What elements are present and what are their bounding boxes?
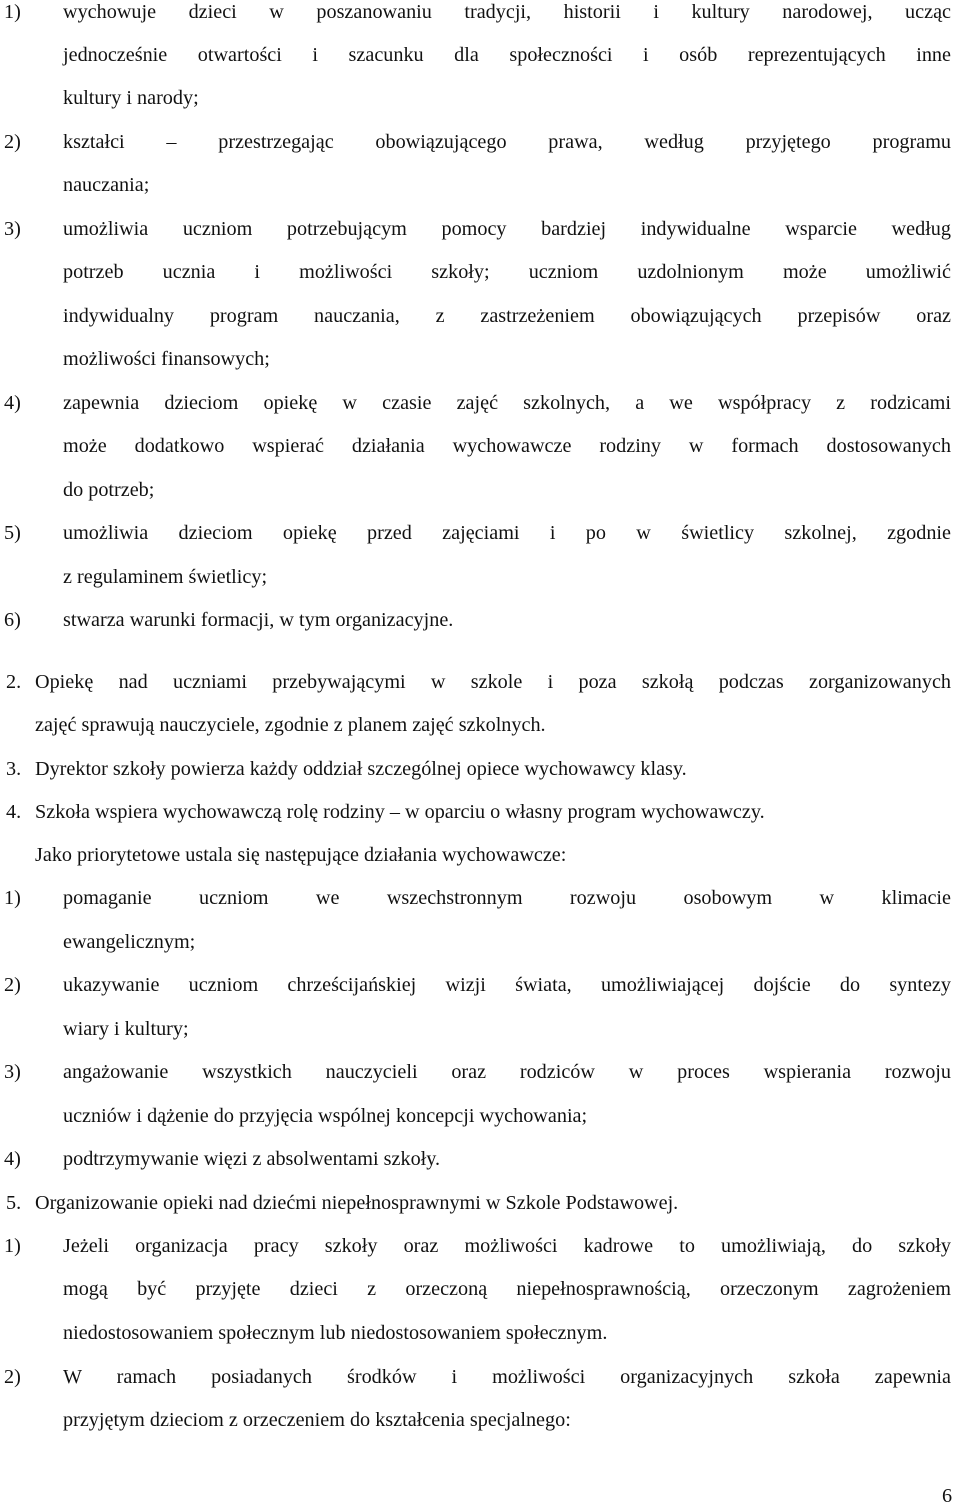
section-number: 2.	[6, 671, 22, 693]
list-item-line: umożliwia dzieciom opiekę przed zajęciami i po w świetlicy szkolnej, zgodnie	[63, 522, 951, 544]
section-number: 3.	[6, 758, 22, 780]
list-item-line: ukazywanie uczniom chrześcijańskiej wizji świata, umożliwiającej dojście do syntezy	[63, 974, 951, 996]
list-item-line: stwarza warunki formacji, w tym organizacyjne.	[63, 609, 454, 631]
list-item-number: 2)	[4, 1366, 21, 1388]
list-item-number: 5)	[4, 522, 21, 544]
list-item-line: Jeżeli organizacja pracy szkoły oraz możliwości kadrowe to umożliwiają, do szkoły	[63, 1235, 951, 1257]
section-number: 4.	[6, 801, 22, 823]
list-item-number: 3)	[4, 1061, 21, 1083]
list-item-number: 2)	[4, 974, 21, 996]
section-line: zajęć sprawują nauczyciele, zgodnie z planem zajęć szkolnych.	[35, 714, 546, 736]
list-item-number: 1)	[4, 1, 21, 23]
list-item-line: umożliwia uczniom potrzebującym pomocy bardziej indywidualne wsparcie według	[63, 218, 951, 240]
list-item-line: angażowanie wszystkich nauczycieli oraz rodziców w proces wspierania rozwoju	[63, 1061, 951, 1083]
section-line: Opiekę nad uczniami przebywającymi w szkole i poza szkołą podczas zorganizowanych	[35, 671, 951, 693]
list-item-number: 3)	[4, 218, 21, 240]
list-item-number: 2)	[4, 131, 21, 153]
list-item-number: 1)	[4, 1235, 21, 1257]
list-item-line: nauczania;	[63, 174, 150, 196]
list-item-number: 1)	[4, 887, 21, 909]
list-item-number: 4)	[4, 392, 21, 414]
section-line: Dyrektor szkoły powierza każdy oddział szczególnej opiece wychowawcy klasy.	[35, 758, 687, 780]
list-item-line: jednocześnie otwartości i szacunku dla społeczności i osób reprezentujących inne	[63, 44, 951, 66]
list-item-line: pomaganie uczniom we wszechstronnym rozwoju osobowym w klimacie	[63, 887, 951, 909]
section-line: Organizowanie opieki nad dziećmi niepełnosprawnymi w Szkole Podstawowej.	[35, 1192, 679, 1214]
page-number: 6	[942, 1485, 953, 1507]
list-item-line: do potrzeb;	[63, 479, 155, 501]
list-item-line: ewangelicznym;	[63, 931, 196, 953]
list-item-line: może dodatkowo wspierać działania wychowawcze rodziny w formach dostosowanych	[63, 435, 951, 457]
section-line: Jako priorytetowe ustala się następujące działania wychowawcze:	[35, 844, 567, 866]
list-item-line: mogą być przyjęte dzieci z orzeczoną niepełnosprawnością, orzeczonym zagrożeniem	[63, 1278, 951, 1300]
list-item-line: możliwości finansowych;	[63, 348, 270, 370]
list-item-line: kultury i narody;	[63, 87, 199, 109]
list-item-line: potrzeb ucznia i możliwości szkoły; uczniom uzdolnionym może umożliwić	[63, 261, 951, 283]
list-item-line: wychowuje dzieci w poszanowaniu tradycji, historii i kultury narodowej, ucząc	[63, 1, 951, 23]
list-item-line: podtrzymywanie więzi z absolwentami szkoły.	[63, 1148, 441, 1170]
list-item-line: zapewnia dzieciom opiekę w czasie zajęć szkolnych, a we współpracy z rodzicami	[63, 392, 951, 414]
list-item-line: niedostosowaniem społecznym lub niedostosowaniem społecznym.	[63, 1322, 608, 1344]
section-number: 5.	[6, 1192, 22, 1214]
list-item-line: z regulaminem świetlicy;	[63, 566, 268, 588]
list-item-line: przyjętym dzieciom z orzeczeniem do kształcenia specjalnego:	[63, 1409, 571, 1431]
list-item-line: W ramach posiadanych środków i możliwości organizacyjnych szkoła zapewnia	[63, 1366, 951, 1388]
list-item-line: wiary i kultury;	[63, 1018, 189, 1040]
list-item-number: 4)	[4, 1148, 21, 1170]
list-item-number: 6)	[4, 609, 21, 631]
list-item-line: uczniów i dążenie do przyjęcia wspólnej koncepcji wychowania;	[63, 1105, 588, 1127]
list-item-line: indywidualny program nauczania, z zastrzeżeniem obowiązujących przepisów oraz	[63, 305, 951, 327]
section-line: Szkoła wspiera wychowawczą rolę rodziny – w oparciu o własny program wychowawczy.	[35, 801, 765, 823]
list-item-line: kształci – przestrzegając obowiązującego prawa, według przyjętego programu	[63, 131, 951, 153]
